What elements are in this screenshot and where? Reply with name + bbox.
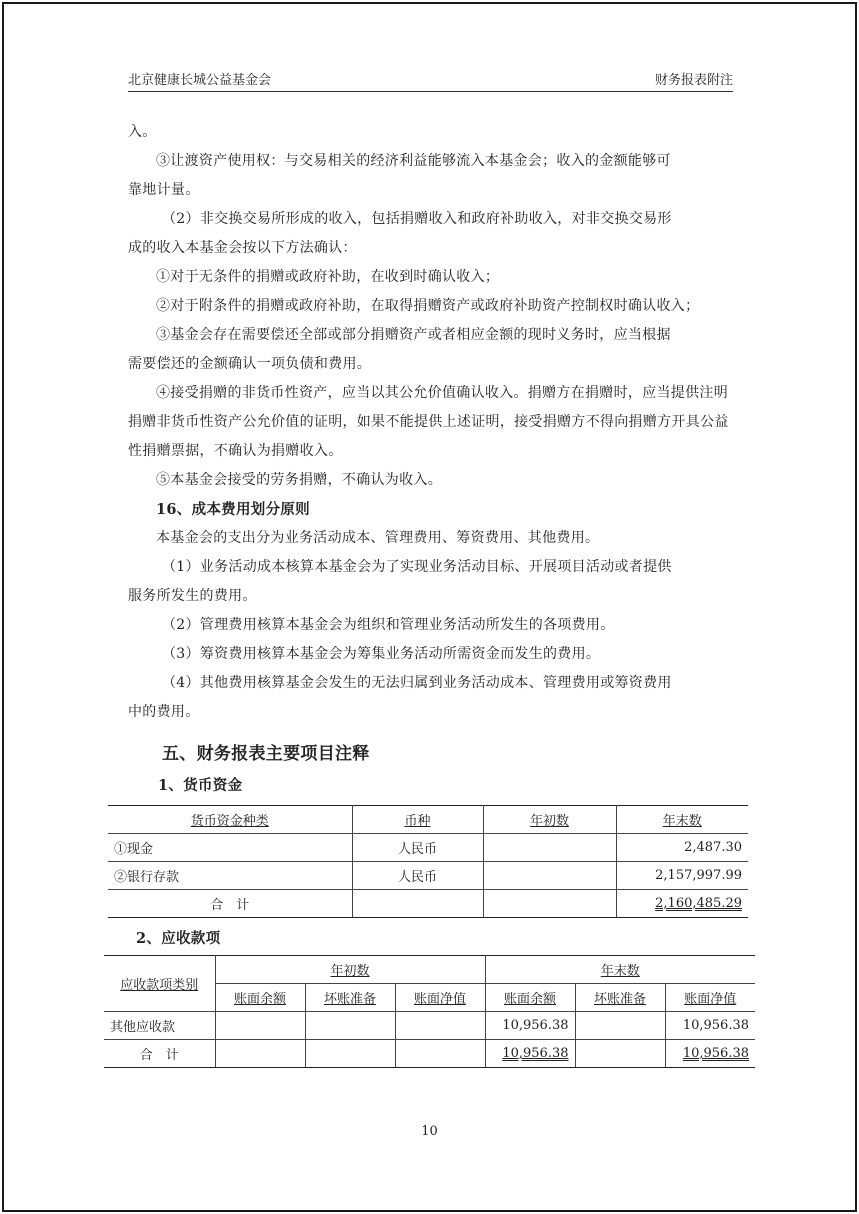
cell-total-value: 10,956.38 — [682, 1046, 749, 1061]
cell-currency: 人民币 — [352, 862, 483, 890]
table-header-row — [108, 806, 748, 834]
cell-value — [215, 1012, 305, 1040]
subheader-cell: 账面余额 — [215, 984, 305, 1012]
paragraph-line: 性捐赠票据，不确认为捐赠收入。 — [128, 443, 343, 459]
header-rule — [128, 91, 733, 92]
header-cell: 币种 — [352, 806, 483, 834]
paragraph-line: （3）筹资费用核算本基金会为筹集业务活动所需资金而发生的费用。 — [162, 646, 601, 662]
cell-value: 10,956.38 — [485, 1012, 575, 1040]
page-number: 10 — [421, 1124, 438, 1139]
table-row — [108, 862, 748, 890]
cell-begin — [483, 834, 616, 862]
paragraph-line: （4）其他费用核算基金会发生的无法归属到业务活动成本、管理费用或筹资费用 — [162, 675, 672, 691]
paragraph-line: ③让渡资产使用权：与交易相关的经济利益能够流入本基金会；收入的金额能够可 — [156, 153, 671, 169]
cell-type: ②银行存款 — [108, 862, 352, 890]
body-content — [128, 118, 733, 801]
cell-value — [395, 1040, 485, 1068]
paragraph-line: ③基金会存在需要偿还全部或部分捐赠资产或者相应金额的现时义务时，应当根据 — [156, 327, 671, 343]
receivables-table — [104, 955, 755, 1068]
subsection-receivables-heading: 2、应收款项 — [136, 930, 221, 947]
table-row — [104, 1012, 755, 1040]
subheader-cell: 账面净值 — [665, 984, 755, 1012]
paragraph-line: ⑤本基金会接受的劳务捐赠，不确认为收入。 — [156, 472, 442, 488]
header-category: 应收款项类别 — [104, 956, 215, 1012]
paragraph-line: 中的费用。 — [128, 704, 200, 720]
revenue-recognition-paragraphs — [128, 118, 733, 495]
header-cell: 货币资金种类 — [108, 806, 352, 834]
paragraph-line: ②对于附条件的捐赠或政府补助，在取得捐赠资产或政府补助资产控制权时确认收入； — [156, 298, 700, 314]
cell-total-label: 合 计 — [108, 890, 352, 918]
cell-value — [575, 1040, 665, 1068]
cell-value — [575, 1012, 665, 1040]
paragraph-line: ①对于无条件的捐赠或政府补助，在收到时确认收入； — [156, 269, 500, 285]
cell-end: 2,157,997.99 — [616, 862, 748, 890]
cell-value — [305, 1040, 395, 1068]
header-group-end: 年末数 — [485, 956, 755, 984]
subheader-cell: 账面净值 — [395, 984, 485, 1012]
header-cell: 年末数 — [616, 806, 748, 834]
cell-value: 10,956.38 — [665, 1012, 755, 1040]
paragraph-line: 捐赠非货币性资产公允价值的证明，如果不能提供上述证明，接受捐赠方不得向捐赠方开具公益 — [128, 414, 729, 430]
cell-total-value: 10,956.38 — [502, 1046, 569, 1061]
cell-currency — [352, 890, 483, 918]
paragraph-line: 需要偿还的金额确认一项负债和费用。 — [128, 356, 372, 372]
table-row — [108, 834, 748, 862]
cell-total-end-wrap — [616, 890, 748, 918]
cell-total-label: 合 计 — [104, 1040, 215, 1068]
subsection-cash-heading: 1、货币资金 — [158, 777, 243, 794]
header-group-begin: 年初数 — [215, 956, 485, 984]
table-total-row — [104, 1040, 755, 1068]
section-5-heading: 五、财务报表主要项目注释 — [162, 744, 370, 764]
cell-type: ①现金 — [108, 834, 352, 862]
cell-end: 2,487.30 — [616, 834, 748, 862]
cell-value — [305, 1012, 395, 1040]
table-total-row — [108, 890, 748, 918]
paragraph-line: 入。 — [128, 124, 157, 140]
table-header-row — [104, 956, 755, 984]
subheader-cell: 坏账准备 — [575, 984, 665, 1012]
cell-value — [215, 1040, 305, 1068]
header-doc-title: 财务报表附注 — [654, 73, 733, 88]
cell-total-end: 2,160,485.29 — [655, 896, 742, 911]
cell-total-wrap — [485, 1040, 575, 1068]
paragraph-line: 本基金会的支出分为业务活动成本、管理费用、筹资费用、其他费用。 — [156, 530, 600, 546]
cell-currency: 人民币 — [352, 834, 483, 862]
header-org-name: 北京健康长城公益基金会 — [128, 73, 272, 88]
cell-begin — [483, 890, 616, 918]
paragraph-line: （2）管理费用核算本基金会为组织和管理业务活动所发生的各项费用。 — [162, 617, 615, 633]
section-16-paragraphs — [128, 524, 733, 727]
header-cell: 年初数 — [483, 806, 616, 834]
subheader-cell: 坏账准备 — [305, 984, 395, 1012]
cell-value — [395, 1012, 485, 1040]
subheader-cell: 账面余额 — [485, 984, 575, 1012]
cash-funds-table — [108, 805, 748, 918]
paragraph-line: 服务所发生的费用。 — [128, 588, 257, 604]
paragraph-line: （2）非交换交易所形成的收入，包括捐赠收入和政府补助收入，对非交换交易形 — [162, 211, 672, 227]
cell-begin — [483, 862, 616, 890]
section-16-heading: 16、成本费用划分原则 — [156, 501, 310, 518]
paragraph-line: （1）业务活动成本核算本基金会为了实现业务活动目标、开展项目活动或者提供 — [162, 559, 672, 575]
cell-category: 其他应收款 — [104, 1012, 215, 1040]
paragraph-line: 成的收入本基金会按以下方法确认： — [128, 240, 357, 256]
paragraph-line: ④接受捐赠的非货币性资产，应当以其公允价值确认收入。捐赠方在捐赠时，应当提供注明 — [156, 385, 728, 401]
paragraph-line: 靠地计量。 — [128, 182, 200, 198]
cell-total-wrap — [665, 1040, 755, 1068]
